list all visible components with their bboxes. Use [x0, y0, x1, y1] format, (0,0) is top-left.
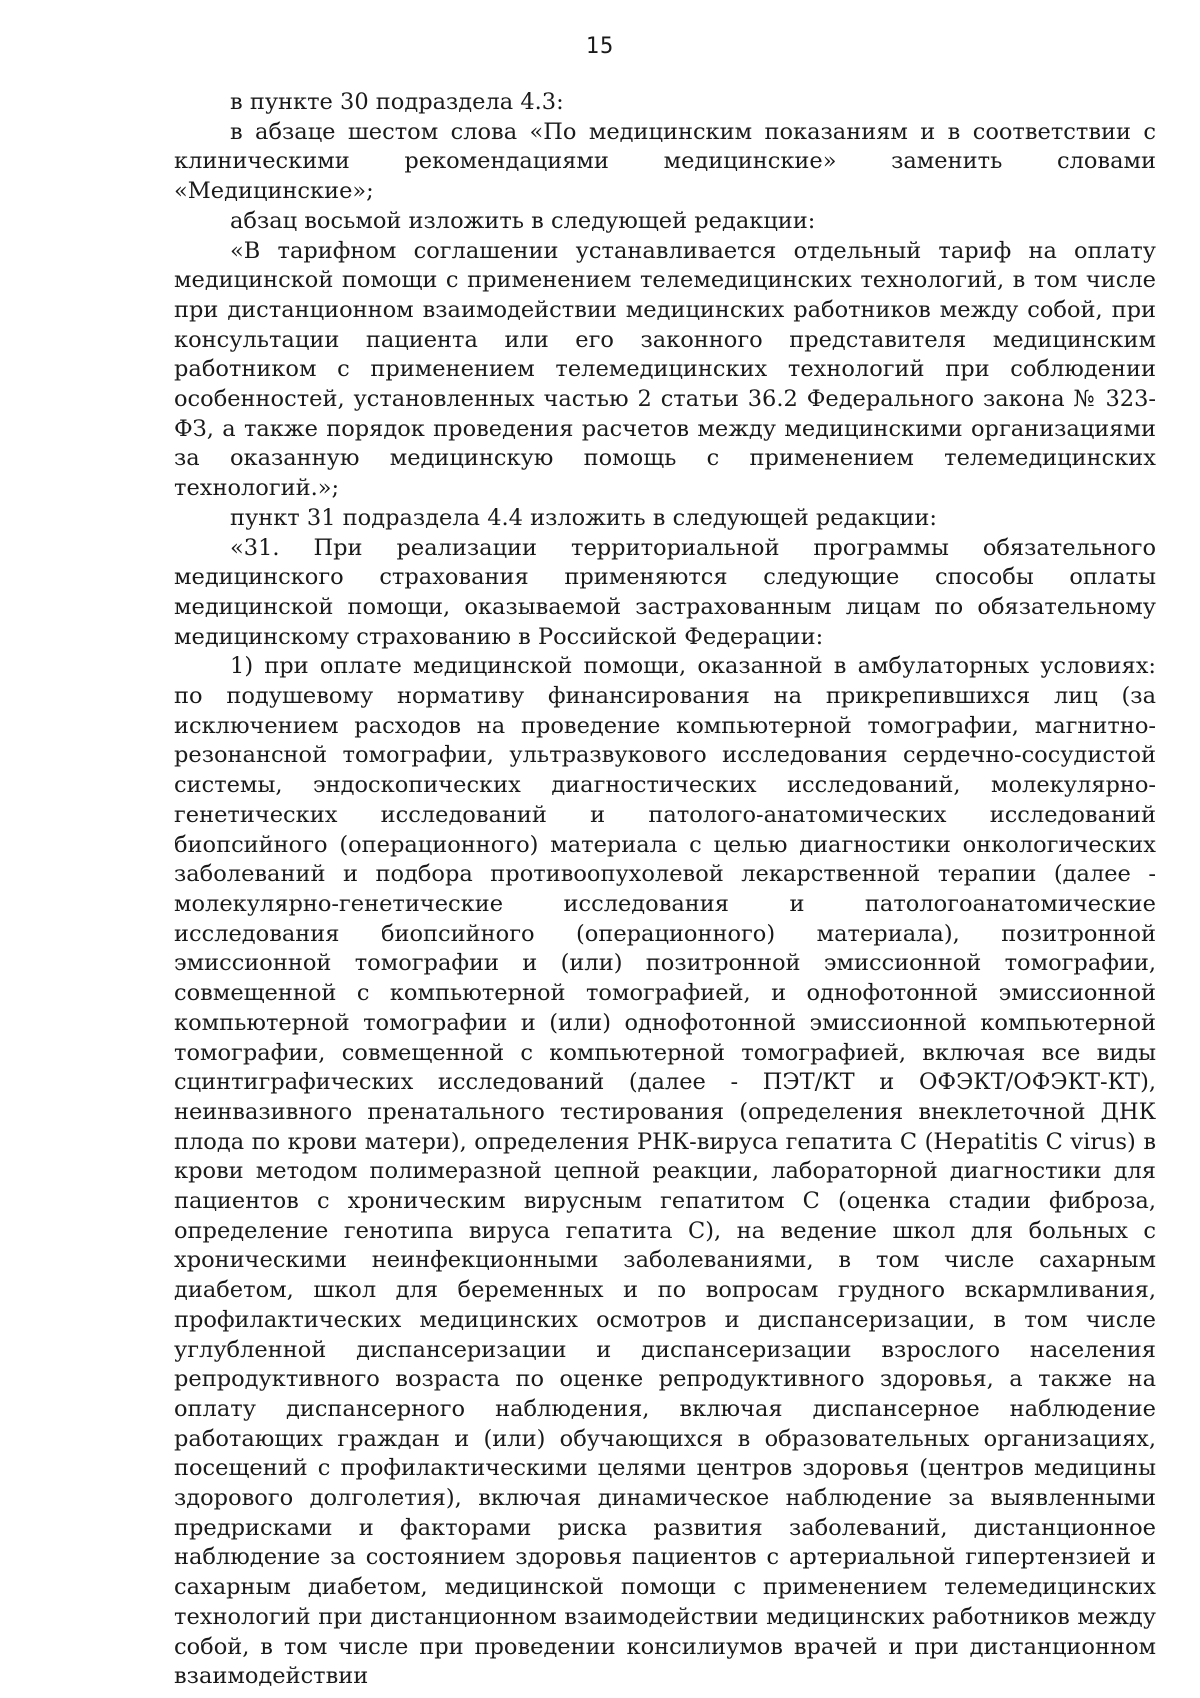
paragraph: в абзаце шестом слова «По медицинским показаниям и в соответствии с клиническими рекомендациями медицинские» заменить словами «Медицинские»;: [174, 118, 1156, 205]
paragraph: 1) при оплате медицинской помощи, оказанной в амбулаторных условиях: по подушевому нормативу финансирования на прикрепившихся лиц (за исключением расходов на проведение компьютерной томографии, магнитно-резонансной томографии, ультразвукового исследования сердечно-сосудистой системы, эндоскопических диагностических исследований, молекулярно-генетических исследований и патолого-анатомических исследований биопсийного (операционного) материала с целью диагностики онкологических заболеваний и подбора противоопухолевой лекарственной терапии (далее - молекулярно-генетические исследования и патологоанатомические исследования биопсийного (операционного) материала), позитронной эмиссионной томографии и (или) позитронной эмиссионной томографии, совмещенной с компьютерной томографией, и однофотонной эмиссионной компьютерной томографии и (или) однофотонной эмиссионной компьютерной томографии, совмещенной с компьютерной томографией, включая все виды сцинтиграфических исследований (далее - ПЭТ/КТ и ОФЭКТ/ОФЭКТ-КТ), неинвазивного пренатального тестирования (определения внеклеточной ДНК плода по крови матери), определения РНК-вируса гепатита С (Hepatitis C virus) в крови методом полимеразной цепной реакции, лабораторной диагностики для пациентов с хроническим вирусным гепатитом С (оценка стадии фиброза, определение генотипа вируса гепатита С), на ведение школ для больных с хроническими неинфекционными заболеваниями, в том числе сахарным диабетом, школ для беременных и по вопросам грудного вскармливания, профилактических медицинских осмотров и диспансеризации, в том числе углубленной диспансеризации и диспансеризации взрослого населения репродуктивного возраста по оценке репродуктивного здоровья, а также на оплату диспансерного наблюдения, включая диспансерное наблюдение работающих граждан и (или) обучающихся в образовательных организациях, посещений с профилактическими целями центров здоровья (центров медицины здорового долголетия), включая динамическое наблюдение за выявленными предрисками и факторами риска развития заболеваний, дистанционное наблюдение за состоянием здоровья пациентов с артериальной гипертензией и сахарным диабетом, медицинской помощи с применением телемедицинских технологий при дистанционном взаимодействии медицинских работников между собой, в том числе при проведении консилиумов врачей и при дистанционном взаимодействии: [174, 653, 1156, 1690]
paragraph: пункт 31 подраздела 4.4 изложить в следующей редакции:: [230, 504, 937, 531]
paragraph: абзац восьмой изложить в следующей редакции:: [230, 207, 816, 234]
paragraph: «31. При реализации территориальной программы обязательного медицинского страхования применяются следующие способы оплаты медицинской помощи, оказываемой застрахованным лицам по обязательному медицинскому страхованию в Российской Федерации:: [174, 534, 1156, 650]
page-number: 15: [585, 34, 615, 59]
paragraph: «В тарифном соглашении устанавливается отдельный тариф на оплату медицинской помощи с применением телемедицинских технологий, в том числе при дистанционном взаимодействии медицинских работников между собой, при консультации пациента или его законного представителя медицинским работником с применением телемедицинских технологий при соблюдении особенностей, установленных частью 2 статьи 36.2 Федерального закона № 323-ФЗ, а также порядок проведения расчетов между медицинскими организациями за оказанную медицинскую помощь с применением телемедицинских технологий.»;: [174, 237, 1156, 502]
document-body: [174, 88, 1156, 1692]
paragraph: в пункте 30 подраздела 4.3:: [230, 89, 564, 115]
